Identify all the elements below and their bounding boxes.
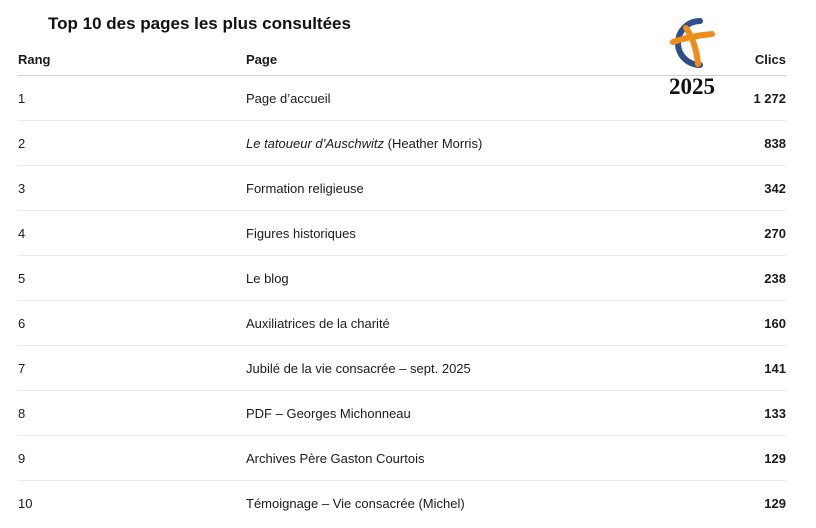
row-page-title[interactable] bbox=[246, 391, 411, 437]
table-row bbox=[18, 256, 786, 301]
row-page-title-text: (Heather Morris) bbox=[384, 136, 483, 151]
header-rank: Rang bbox=[18, 52, 51, 67]
row-page-title-text: Témoignage – Vie consacrée (Michel) bbox=[246, 496, 465, 511]
row-clicks: 160 bbox=[764, 316, 786, 331]
row-page-title[interactable] bbox=[246, 166, 364, 212]
row-rank: 2 bbox=[18, 136, 26, 151]
row-rank: 3 bbox=[18, 181, 26, 196]
table-row bbox=[18, 301, 786, 346]
top-pages-table bbox=[18, 44, 786, 525]
row-page-title[interactable] bbox=[246, 346, 471, 392]
row-page-title-text: Formation religieuse bbox=[246, 181, 364, 196]
row-page-title[interactable] bbox=[246, 481, 465, 527]
row-rank: 9 bbox=[18, 451, 26, 466]
row-page-title[interactable] bbox=[246, 76, 331, 122]
table-row bbox=[18, 76, 786, 121]
row-clicks: 129 bbox=[764, 451, 786, 466]
row-clicks: 342 bbox=[764, 181, 786, 196]
row-page-title[interactable] bbox=[246, 256, 289, 302]
page-title: Top 10 des pages les plus consultées bbox=[48, 14, 351, 33]
row-clicks: 238 bbox=[764, 271, 786, 286]
row-page-title[interactable] bbox=[246, 301, 390, 347]
row-rank: 1 bbox=[18, 91, 26, 106]
header-page: Page bbox=[246, 52, 278, 67]
row-page-title-italic: Le tatoueur d’Auschwitz bbox=[246, 136, 385, 151]
row-rank: 6 bbox=[18, 316, 26, 331]
table-row bbox=[18, 121, 786, 166]
row-page-title-text: Auxiliatrices de la charité bbox=[246, 316, 390, 331]
table-row bbox=[18, 166, 786, 211]
row-clicks: 141 bbox=[764, 361, 786, 376]
row-clicks: 129 bbox=[764, 496, 786, 511]
row-rank: 4 bbox=[18, 226, 26, 241]
header-clicks: Clics bbox=[754, 52, 786, 67]
table-row bbox=[18, 391, 786, 436]
table-row bbox=[18, 211, 786, 256]
row-page-title-text: Figures historiques bbox=[246, 226, 356, 241]
row-rank: 8 bbox=[18, 406, 26, 421]
logo-year: 2025 bbox=[669, 74, 715, 99]
row-page-title-text: Page d’accueil bbox=[246, 91, 331, 106]
table-row bbox=[18, 481, 786, 525]
row-page-title[interactable] bbox=[246, 211, 356, 257]
row-rank: 5 bbox=[18, 271, 26, 286]
row-page-title-text: Jubilé de la vie consacrée – sept. 2025 bbox=[246, 361, 471, 376]
row-rank: 7 bbox=[18, 361, 26, 376]
row-page-title[interactable] bbox=[246, 436, 424, 482]
table-row bbox=[18, 436, 786, 481]
row-rank: 10 bbox=[18, 496, 33, 511]
row-page-title-text: Archives Père Gaston Courtois bbox=[246, 451, 425, 466]
row-clicks: 838 bbox=[764, 136, 786, 151]
table-row bbox=[18, 346, 786, 391]
row-page-title-text: Le blog bbox=[246, 271, 289, 286]
row-clicks: 133 bbox=[764, 406, 786, 421]
row-page-title-text: PDF – Georges Michonneau bbox=[246, 406, 411, 421]
row-page-title[interactable] bbox=[246, 121, 482, 167]
table-header bbox=[18, 44, 786, 76]
row-clicks: 1 272 bbox=[753, 91, 786, 106]
row-clicks: 270 bbox=[764, 226, 786, 241]
